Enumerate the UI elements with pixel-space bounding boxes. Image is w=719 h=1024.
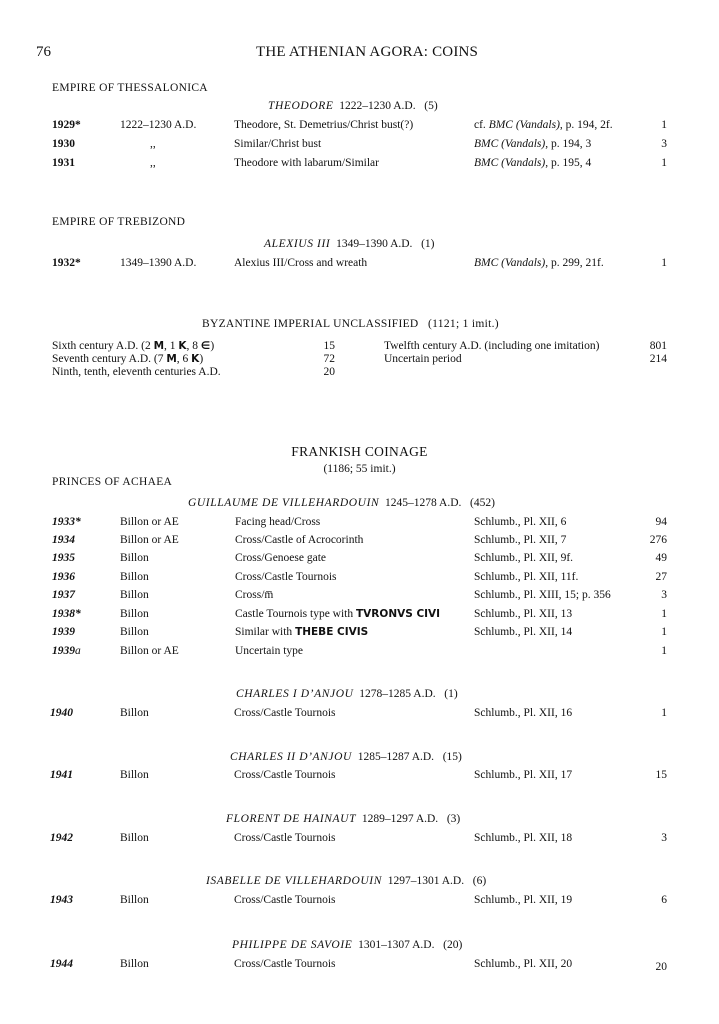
metal: Billon <box>120 958 149 970</box>
ruler-heading-philippe <box>232 939 462 951</box>
ruler-heading-guillaume <box>188 497 495 509</box>
catalog-number: 1938* <box>52 608 81 620</box>
summary-label <box>52 340 214 352</box>
catalog-row <box>0 119 719 135</box>
quantity: 15 <box>655 769 667 781</box>
description: Cross/Castle Tournois <box>234 832 336 844</box>
label-text: Sixth century A.D. (2 <box>52 340 154 352</box>
ref-suffix: , p. 194, 3 <box>545 138 592 150</box>
reference: Schlumb., Pl. XII, 19 <box>474 894 573 906</box>
metal: Billon <box>120 707 149 719</box>
metal: Billon <box>120 769 149 781</box>
denomination-mark: M <box>153 340 165 352</box>
metal: Billon or AE <box>120 516 179 528</box>
ruler-count: (3) <box>446 813 461 825</box>
summary-label: Twelfth century A.D. (including one imitation) <box>384 340 600 352</box>
catalog-number: 1940 <box>50 707 73 719</box>
catalog-number: 1929* <box>52 119 81 131</box>
catalog-number: 1930 <box>52 138 75 150</box>
catalog-number: 1936 <box>52 571 75 583</box>
summary-qty: 15 <box>323 340 335 352</box>
section-count-frankish: (1186; 55 imit.) <box>323 463 396 475</box>
ruler-heading-florent <box>226 813 460 825</box>
reference <box>474 119 613 131</box>
description: Cross/Castle Tournois <box>234 894 336 906</box>
ruler-dates: 1301–1307 A.D. <box>358 939 435 951</box>
summary-label: Uncertain period <box>384 353 462 365</box>
catalog-row <box>0 571 719 587</box>
ruler-count: (1) <box>444 688 458 700</box>
quantity: 276 <box>649 534 667 546</box>
section-heading-thessalonica: EMPIRE OF THESSALONICA <box>52 82 208 94</box>
ref-title: BMC (Vandals) <box>474 257 546 269</box>
ruler-count: (20) <box>443 939 463 951</box>
catalog-number: 1937 <box>52 589 75 601</box>
ruler-dates: 1349–1390 A.D. <box>336 238 413 250</box>
metal: Billon or AE <box>120 645 179 657</box>
description: Cross/Castle of Acrocorinth <box>235 534 364 546</box>
quantity: 20 <box>655 961 667 973</box>
legend-inscription: TVRONVS CIVI <box>356 608 441 620</box>
reference: Schlumb., Pl. XII, 16 <box>474 707 573 719</box>
ruler-name: ISABELLE DE VILLEHARDOUIN <box>206 875 382 887</box>
reference <box>474 138 591 150</box>
date: ,, <box>150 157 156 169</box>
ruler-dates: 1245–1278 A.D. <box>385 497 462 509</box>
ref-suffix: , p. 299, 21f. <box>545 257 604 269</box>
quantity: 1 <box>661 626 667 638</box>
metal: Billon <box>120 832 149 844</box>
ref-title: BMC (Vandals) <box>488 119 560 131</box>
catalog-row <box>0 769 719 785</box>
reference: Schlumb., Pl. XII, 18 <box>474 832 573 844</box>
ruler-heading-alexius <box>264 238 434 250</box>
reference: Schlumb., Pl. XII, 13 <box>474 608 573 620</box>
catalog-row <box>0 534 719 550</box>
catalog-row <box>0 516 719 532</box>
label-text: Seventh century A.D. (7 <box>52 353 167 365</box>
ruler-dates: 1278–1285 A.D. <box>359 688 436 700</box>
date: 1349–1390 A.D. <box>120 257 197 269</box>
metal: Billon <box>120 552 149 564</box>
ref-suffix: , p. 195, 4 <box>545 157 592 169</box>
section-heading-trebizond: EMPIRE OF TREBIZOND <box>52 216 186 228</box>
summary-label <box>52 353 203 365</box>
catalog-row <box>0 626 719 642</box>
description <box>235 626 368 638</box>
description-text: Castle Tournois type with <box>235 608 357 620</box>
description: Alexius III/Cross and wreath <box>234 257 368 269</box>
quantity: 3 <box>661 138 667 150</box>
date: ,, <box>150 138 156 150</box>
ruler-dates: 1289–1297 A.D. <box>361 813 439 825</box>
ruler-count: (6) <box>472 875 487 887</box>
catalog-row <box>0 138 719 154</box>
description: Theodore, St. Demetrius/Christ bust(?) <box>234 119 414 131</box>
ruler-name: PHILIPPE DE SAVOIE <box>232 939 353 951</box>
description: Cross/Genoese gate <box>235 552 327 564</box>
page-number: 76 <box>36 44 51 60</box>
ruler-count: (5) <box>424 100 438 112</box>
ruler-heading-theodore <box>268 100 438 112</box>
metal: Billon <box>120 894 149 906</box>
reference: Schlumb., Pl. XII, 20 <box>474 958 573 970</box>
denomination-mark: M <box>166 353 177 365</box>
summary-qty: 214 <box>649 353 667 365</box>
catalog-number: 1944 <box>50 958 73 970</box>
section-heading-frankish: FRANKISH COINAGE <box>291 444 428 459</box>
ruler-dates: 1222–1230 A.D. <box>339 100 416 112</box>
catalog-number <box>52 645 81 657</box>
quantity: 1 <box>661 608 667 620</box>
summary-qty: 72 <box>323 353 335 365</box>
metal: Billon <box>120 589 149 601</box>
catalog-row <box>0 589 719 605</box>
reference: Schlumb., Pl. XII, 17 <box>474 769 573 781</box>
catalog-number-suffix: a <box>75 645 81 657</box>
denomination-mark: K <box>178 340 187 352</box>
catalog-row <box>0 958 719 974</box>
ruler-name: THEODORE <box>268 100 334 112</box>
ruler-count: (1) <box>421 238 435 250</box>
catalog-row <box>0 257 719 273</box>
reference: Schlumb., Pl. XII, 6 <box>474 516 567 528</box>
ruler-name: GUILLAUME DE VILLEHARDOUIN <box>188 497 380 509</box>
ruler-count: (15) <box>442 751 462 763</box>
description: Cross/m̅ <box>235 589 274 601</box>
label-text: ) <box>199 353 204 365</box>
description: Cross/Castle Tournois <box>235 571 337 583</box>
quantity: 3 <box>661 589 667 601</box>
ruler-count: (452) <box>470 497 495 509</box>
description: Cross/Castle Tournois <box>234 769 336 781</box>
catalog-number: 1934 <box>52 534 75 546</box>
catalog-row <box>0 645 719 661</box>
description: Cross/Castle Tournois <box>234 958 336 970</box>
catalog-number: 1941 <box>50 769 73 781</box>
ruler-name: CHARLES II D’ANJOU <box>230 751 352 763</box>
subheading-achaea: PRINCES OF ACHAEA <box>52 476 173 488</box>
catalog-row <box>0 707 719 723</box>
quantity: 3 <box>661 832 667 844</box>
metal: Billon or AE <box>120 534 179 546</box>
legend-inscription: THEBE CIVIS <box>295 626 369 638</box>
catalog-number: 1932* <box>52 257 81 269</box>
catalog-number: 1931 <box>52 157 75 169</box>
ruler-name: ALEXIUS III <box>264 238 331 250</box>
quantity: 6 <box>661 894 667 906</box>
heading-count: (1121; 1 imit.) <box>428 318 499 330</box>
metal: Billon <box>120 626 149 638</box>
metal: Billon <box>120 571 149 583</box>
quantity: 1 <box>661 645 667 657</box>
ref-title: BMC (Vandals) <box>474 138 546 150</box>
label-text: , 1 <box>164 340 179 352</box>
quantity: 1 <box>661 707 667 719</box>
catalog-row <box>0 894 719 910</box>
ref-title: BMC (Vandals) <box>474 157 546 169</box>
denomination-mark: K <box>191 353 200 365</box>
catalog-row <box>0 608 719 624</box>
summary-row <box>0 366 719 382</box>
section-heading-byzantine <box>202 318 499 330</box>
ruler-name: FLORENT DE HAINAUT <box>226 813 357 825</box>
date: 1222–1230 A.D. <box>120 119 197 131</box>
catalog-number: 1939 <box>52 626 75 638</box>
label-text: , 6 <box>176 353 192 365</box>
catalog-number: 1935 <box>52 552 75 564</box>
description: Facing head/Cross <box>235 516 321 528</box>
reference: Schlumb., Pl. XII, 7 <box>474 534 567 546</box>
ruler-heading-charles-i <box>236 688 458 700</box>
description: Similar/Christ bust <box>234 138 322 150</box>
catalog-row <box>0 552 719 568</box>
catalog-number: 1943 <box>50 894 73 906</box>
quantity: 1 <box>661 119 667 131</box>
label-text: ) <box>210 340 215 352</box>
quantity: 94 <box>655 516 667 528</box>
ref-suffix: , p. 194, 2f. <box>559 119 613 131</box>
ruler-heading-isabelle <box>206 875 486 887</box>
catalog-number: 1942 <box>50 832 73 844</box>
ruler-dates: 1285–1287 A.D. <box>357 751 435 763</box>
description <box>235 608 440 620</box>
label-text: , 8 <box>186 340 201 352</box>
ruler-name: CHARLES I D’ANJOU <box>236 688 354 700</box>
description-text: Similar with <box>235 626 296 638</box>
quantity: 1 <box>661 157 667 169</box>
reference: Schlumb., Pl. XIII, 15; p. 356 <box>474 589 611 601</box>
reference <box>474 257 604 269</box>
catalog-number: 1933* <box>52 516 81 528</box>
summary-qty: 20 <box>323 366 335 378</box>
catalog-number-main: 1939 <box>52 645 75 657</box>
reference: Schlumb., Pl. XII, 9f. <box>474 552 574 564</box>
summary-qty: 801 <box>649 340 667 352</box>
catalog-row <box>0 157 719 173</box>
reference: Schlumb., Pl. XII, 14 <box>474 626 573 638</box>
quantity: 1 <box>661 257 667 269</box>
page-title: THE ATHENIAN AGORA: COINS <box>256 44 479 60</box>
reference: Schlumb., Pl. XII, 11f. <box>474 571 579 583</box>
catalog-row <box>0 832 719 848</box>
reference <box>474 157 591 169</box>
ruler-dates: 1297–1301 A.D. <box>387 875 465 887</box>
quantity: 27 <box>655 571 667 583</box>
description: Theodore with labarum/Similar <box>234 157 379 169</box>
metal: Billon <box>120 608 149 620</box>
ruler-heading-charles-ii <box>230 751 462 763</box>
summary-label: Ninth, tenth, eleventh centuries A.D. <box>52 366 221 378</box>
description: Cross/Castle Tournois <box>234 707 336 719</box>
ref-prefix: cf. <box>474 119 489 131</box>
quantity: 49 <box>655 552 667 564</box>
description: Uncertain type <box>235 645 304 657</box>
denomination-mark: ∈ <box>200 340 211 352</box>
heading-text: BYZANTINE IMPERIAL UNCLASSIFIED <box>202 318 419 330</box>
